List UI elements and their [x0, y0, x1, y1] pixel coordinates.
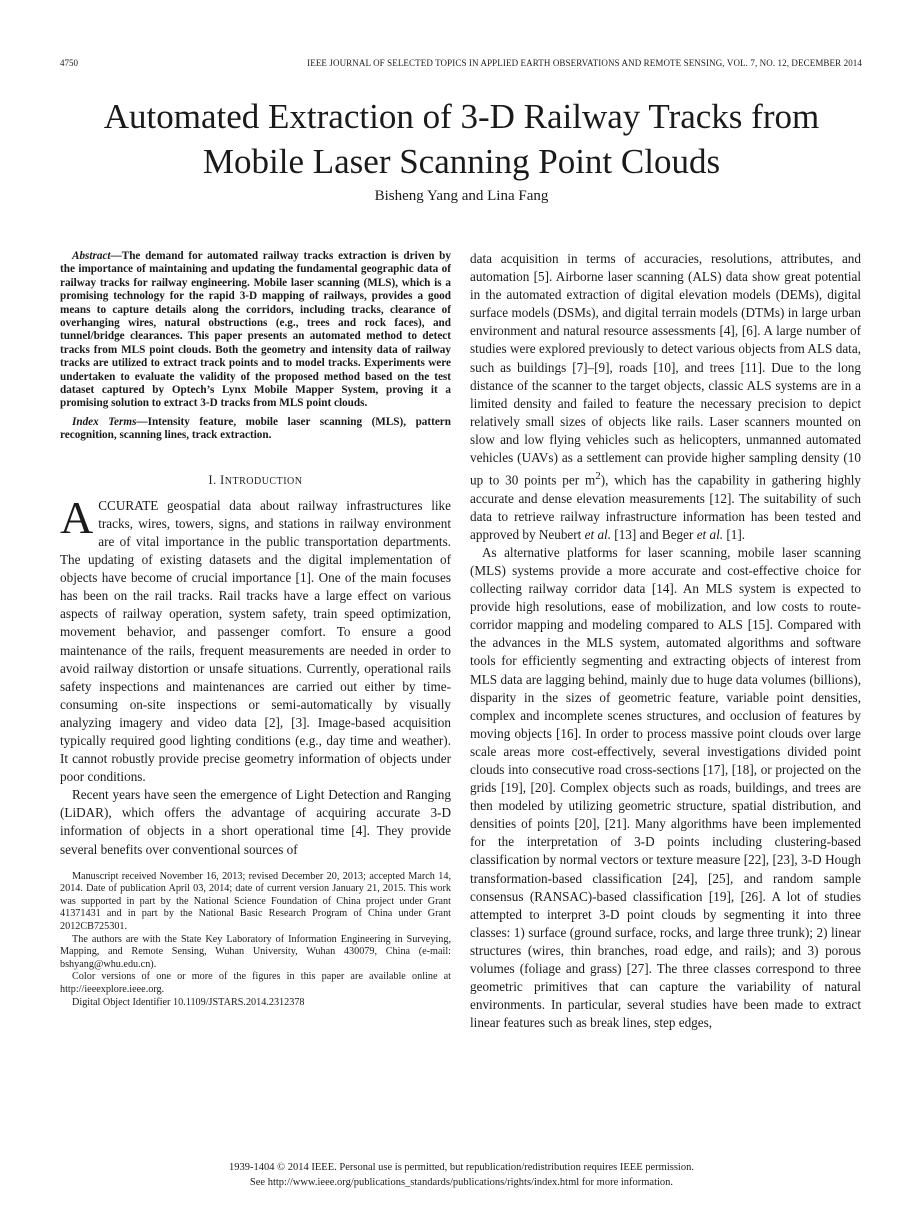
index-terms: [60, 416, 451, 443]
footnote-doi: Digital Object Identifier 10.1109/JSTARS.2014.2312378: [72, 996, 305, 1008]
section-heading-introduction: [60, 471, 451, 491]
unit-superscript: 2: [595, 470, 601, 483]
running-header: [60, 58, 862, 72]
et-al-2: et al.: [696, 526, 724, 542]
right-paragraph-2: As alternative platforms for laser scanning, mobile laser scanning (MLS) systems provide a more accurate and cost-effective choice for collecting railway corridor data [14]. An MLS system is expected to provide high resolutions, ease of mobilization, and low costs to route-corridor mapping and modeling compared to ALS [15]. Compared with the advances in the MLS system, automated algorithms and software tools for efficiently segmenting and extracting objects of interest from MLS data are lagging behind, mainly due to huge data volumes (billions), disparity in the sizes of geometric feature, variable point densities, complex and incomplete scenes structures, and occlusion of features by moving objects [16]. In order to process massive point clouds over large scale areas more cost-effectively, several investigations divided point clouds into consecutive road cross-sections [17], [18], or projected on the grids [19], [20]. Complex objects such as roads, buildings, and trees are then modeled by utilizing geometric structure, spatial distribution, and densities of points [20], [21]. Many algorithms have been implemented for the interpretation of 3-D points including clustering-based classification by normal vectors or texture measure [22], [23], 3-D Hough transformation-based classification [24], [25], and random sample consensus (RANSAC)-based classification [19], [26]. A lot of studies attempted to interpret 3-D point clouds by segmenting it into three classes: 1) surface (ground surface, rocks, and large three trunk); 2) linear structures (wires, thin branches, road edge, and rails); and 3) porous volumes (foliage and grass) [27]. The three classes correspond to three geometric primitives that can capture the variability of natural environments. In particular, several studies have been made to extract linear features such as break lines, step edges,: [470, 544, 861, 1031]
intro-paragraph-1: [60, 491, 451, 787]
unit-m: m: [584, 472, 596, 488]
title-line-2: Mobile Laser Scanning Point Clouds: [202, 142, 721, 181]
journal-name: IEEE JOURNAL OF SELECTED TOPICS IN APPLIED EARTH OBSERVATIONS AND REMOTE SENSING, VOL. 7, NO. 12, DECEMBER 2014: [307, 58, 862, 68]
page-number: 4750: [60, 58, 78, 68]
footnote-manuscript: Manuscript received November 16, 2013; revised December 20, 2013; accepted March 14, 2014. Date of publication April 03, 2014; date of current version January 21, 2015. This work was supported in part by the National Science Foundation of China project under Grant 41371431 and in part by the National Basic Research Program of China under Grant 2012CB725301.: [60, 870, 451, 933]
footnote-affiliation: The authors are with the State Key Laboratory of Information Engineering in Surveying, Mapping, and Remote Sensing, Wuhan University, Wuhan 430079, China (e-mail: bshyang@whu.edu.cn).: [60, 933, 451, 970]
section-title-rest: NTRODUCTION: [224, 475, 303, 487]
footnote-color: Color versions of one or more of the figures in this paper are available online at http://ieeexplore.ieee.org.: [60, 971, 451, 995]
title-line-1: Automated Extraction of 3-D Railway Tracks from: [103, 97, 820, 136]
et-al-1: et al.: [584, 526, 611, 542]
intro-paragraph-1-text: CCURATE geospatial data about railway infrastructures like tracks, wires, towers, signs, and stations in railway environment are of vital importance in the public transportation departments. The updating of existing datasets and the digital implementation of objects have become of crucial importance [1]. One of the main focuses has been on the rail tracks. Rail tracks have a large effect on various aspects of railway operation, system safety, train speed optimization, movement behavior, and passenger comfort. To ensure a good maintenance of the rails, frequent measurements are needed in order to avoid railway distortion or unsafe situations. Currently, operational rails safety inspections and maintenances are carried out either by time-consuming on-site inspections or semi-automatically by visually analyzing imagery and video data [2], [3]. Image-based acquisition typically required good lighting conditions (e.g., day time and weather). It cannot robustly provide precise geometry information of objects under poor conditions.: [60, 497, 451, 785]
paper-title: [40, 94, 883, 184]
section-numeral: I. I: [208, 472, 225, 487]
authors: Bisheng Yang and Lina Fang: [374, 188, 549, 204]
footnotes: [60, 871, 451, 1010]
copyright-line-1: 1939-1404 © 2014 IEEE. Personal use is permitted, but republication/redistribution requires IEEE permission.: [229, 1162, 694, 1173]
drop-cap: A: [60, 491, 94, 543]
right-paragraph-1: [470, 250, 861, 544]
abstract: [60, 250, 451, 411]
right-p1-part-d: [1].: [723, 526, 746, 542]
copyright-line-2: See http://www.ieee.org/publications_standards/publications/rights/index.html for more information.: [249, 1177, 674, 1188]
intro-paragraph-2: Recent years have seen the emergence of Light Detection and Ranging (LiDAR), which offers the advantage of acquiring accurate 3-D information of objects in a short operational time [4]. They provide several benefits over conventional sources of: [60, 787, 451, 857]
right-column: [470, 250, 861, 1032]
index-terms-label: Index Terms: [72, 415, 137, 428]
abstract-text: —The demand for automated railway tracks extraction is driven by the importance of maintaining and updating the fundamental geographic data of railway tracks for railway engineering. Mobile laser scanning (MLS), which is a promising technology for the rapid 3-D mapping of railways, provides a good means to capture details along the corridors, including tracks, clearance of overhanging wires, natural obstructions (e.g., trees and rock faces), and tunnel/bridge clearances. This paper presents an automated method to detect tracks from MLS point clouds. Both the geometry and intensity data of railway tracks are utilized to extract track points and to model tracks. Experiments were undertaken to evaluate the validity of the proposed method based on the test dataset captured by Optech’s Lynx Mobile Mapper System, proving it a promising solution to extract 3-D tracks from MLS point clouds.: [60, 250, 451, 410]
index-terms-text: —Intensity feature, mobile laser scanning (MLS), pattern recognition, scanning lines, track extraction.: [60, 415, 451, 442]
left-column: [60, 250, 451, 1009]
right-p1-part-a: data acquisition in terms of accuracies, resolutions, attributes, and automation [5]. Airborne laser scanning (ALS) data show great potential in the automated extraction of digital elevation models (DEMs), digital surface models (DSMs), and digital terrain models (DTMs) in large urban environment and natural resource assessments [4], [6]. A large number of studies were explored previously to detect various objects from ALS data, such as buildings [7]–[9], roads [10], and trees [11]. Due to the long distance of the scanner to the target objects, classic ALS systems are in a limited density and failed to feature the necessary precision to depict relatively small sizes of objects like rails. Laser scanners mounted on slow and low flying vehicles such as helicopters, unmanned automated vehicles (UAVs) as a settlement can provide higher sampling density (10 up to 30 points per: [470, 251, 861, 488]
copyright-notice: [0, 1160, 923, 1190]
right-p1-part-b: ), which has the capability in gathering highly accurate and dense elevation measurements [12]. The suitability of such data to retrieve railway infrastructure information has been tested and approved by Neubert: [470, 472, 861, 542]
right-p1-part-c: [13] and Beger: [611, 526, 697, 542]
abstract-label: Abstract: [72, 250, 111, 262]
